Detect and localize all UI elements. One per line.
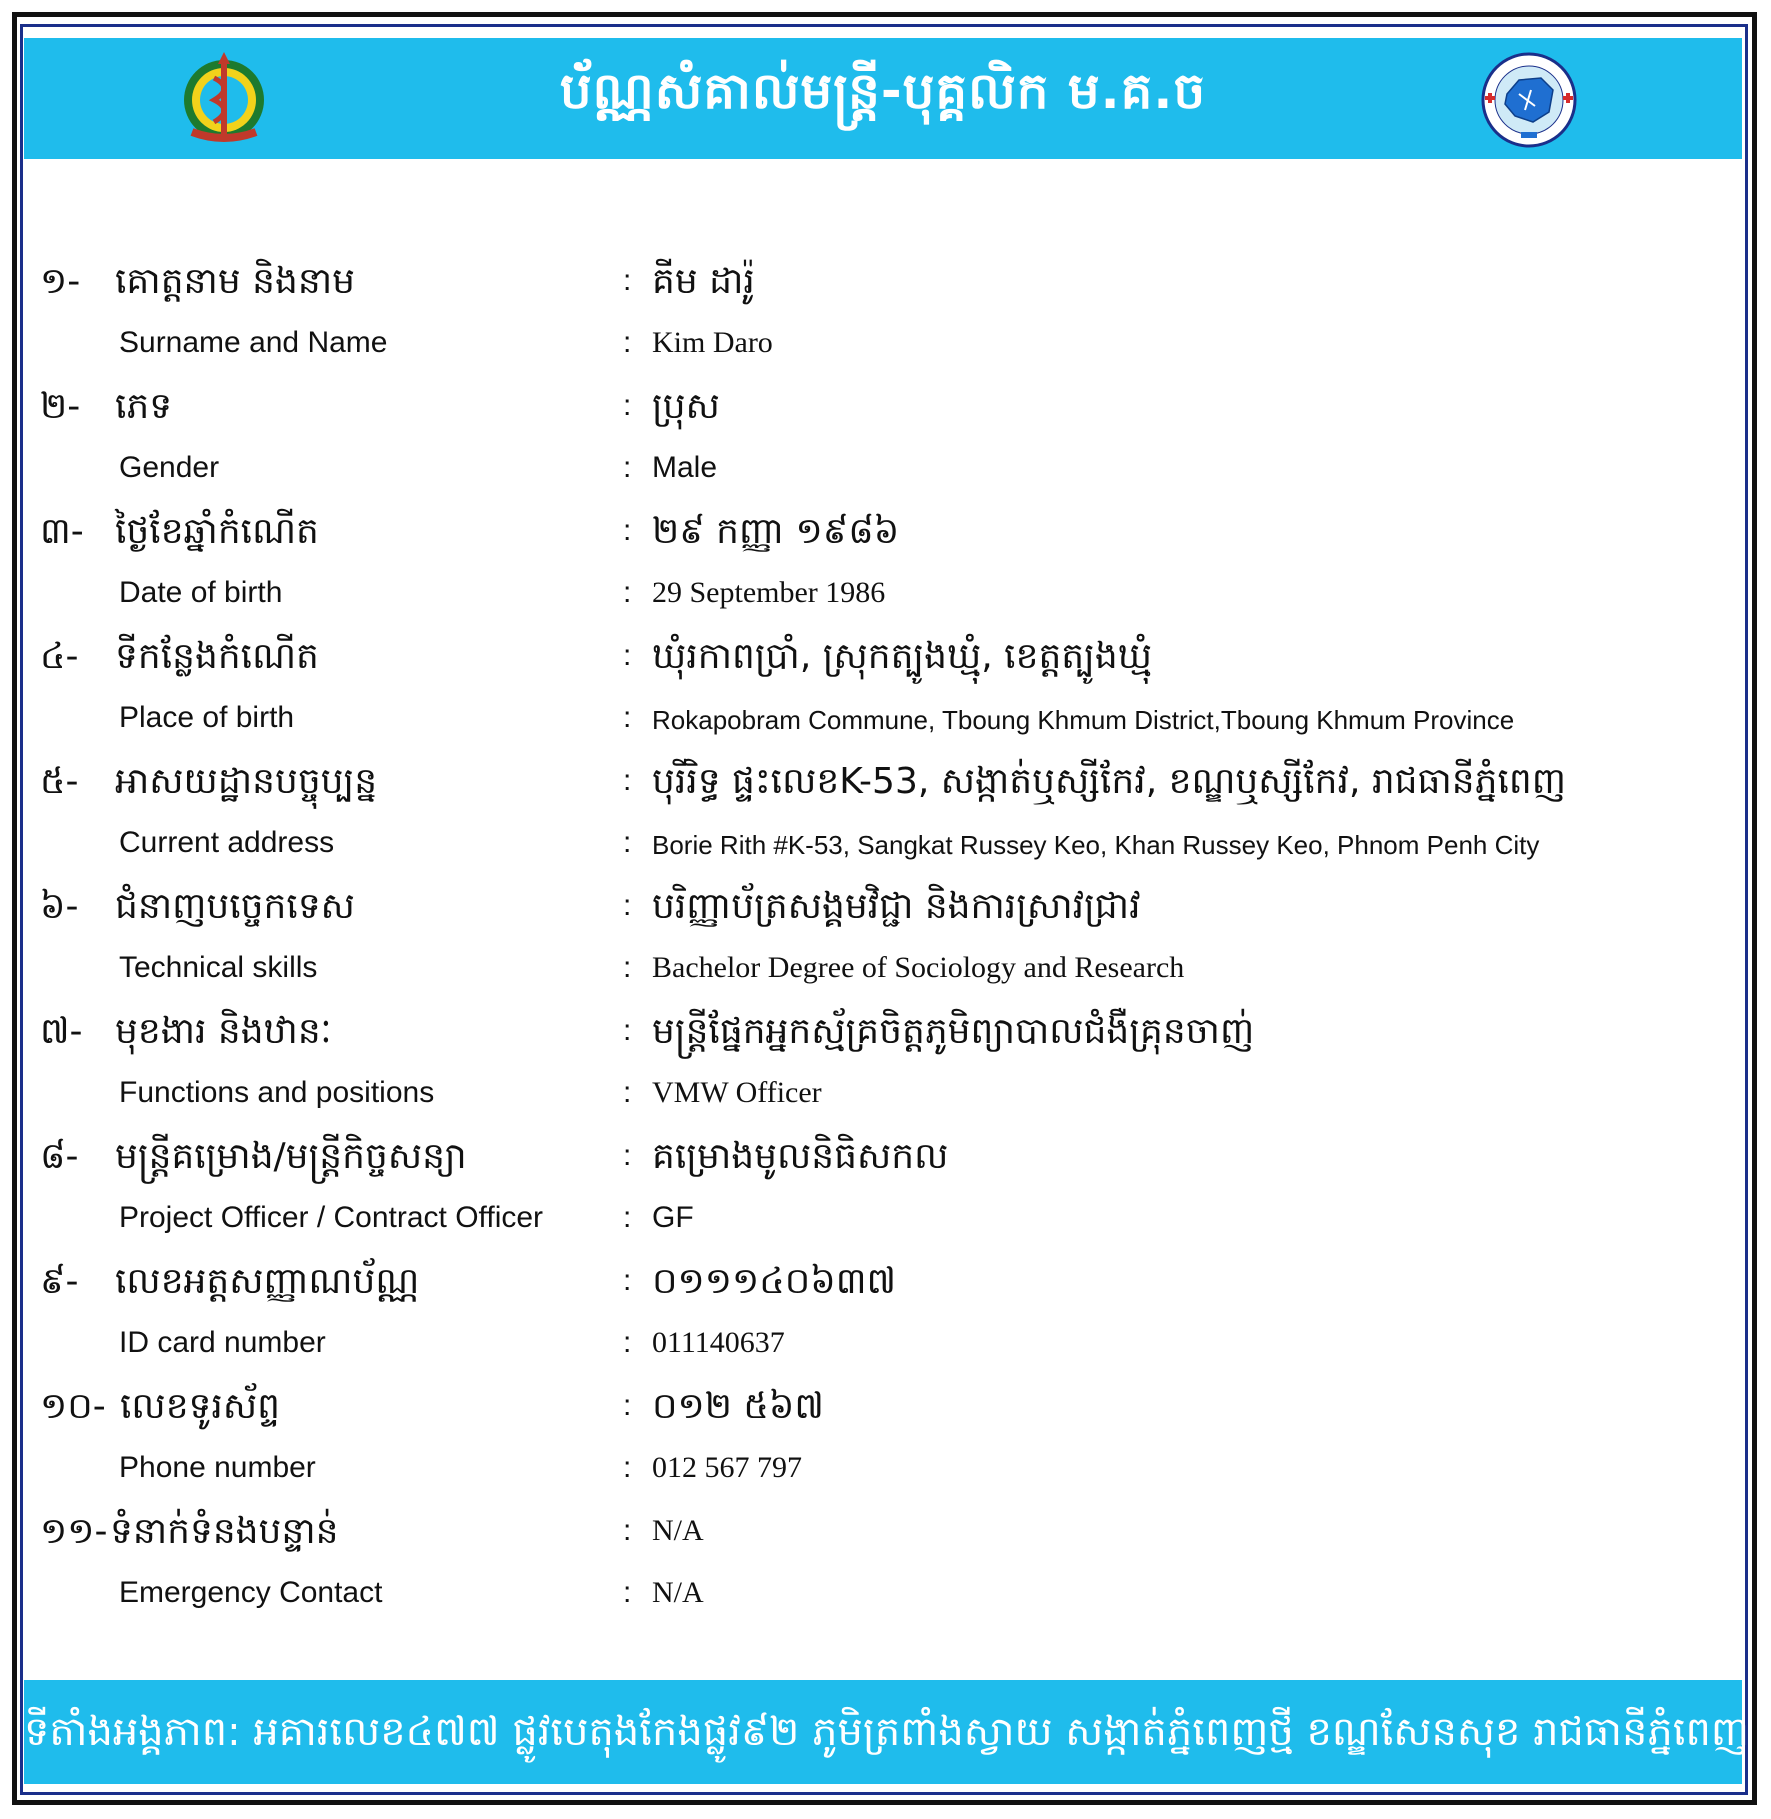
card-title: ប័ណ្ណសំគាល់មន្ត្រី-បុគ្គលិក ម.គ.ច <box>559 62 1207 120</box>
field-row-km <box>0 1383 1771 1443</box>
field-colon: : <box>623 826 632 859</box>
field-row-km <box>0 1008 1771 1068</box>
field-row-en <box>0 1570 1771 1630</box>
field-number: ៥- <box>40 761 79 802</box>
field-colon: : <box>623 639 632 672</box>
field-value-km: ០១១១៤០៦៣៧ <box>652 1261 896 1302</box>
field-colon: : <box>623 1014 632 1047</box>
field-value-km: បុរីរិទ្ធ ផ្ទះលេខK-53, សង្កាត់ឬស្សីកែវ, ខណ្ឌឬស្សីកែវ, រាជធានីភ្នំពេញ <box>652 761 1567 802</box>
field-row-en <box>0 945 1771 1005</box>
field-label-km: ទីកន្លែងកំណើត <box>115 636 319 677</box>
field-row-en <box>0 820 1771 880</box>
field-value-en: VMW Officer <box>652 1076 822 1109</box>
field-value-en: GF <box>652 1201 694 1234</box>
field-value-en: Male <box>652 451 718 484</box>
field-row-km <box>0 633 1771 693</box>
field-row-en <box>0 695 1771 755</box>
field-colon: : <box>623 1389 632 1422</box>
field-label-en: Phone number <box>119 1451 316 1484</box>
field-colon: : <box>623 701 632 734</box>
field-label-km: លេខទូរស័ព្ទ <box>120 1386 280 1427</box>
field-value-km: N/A <box>652 1514 704 1547</box>
field-value-en: Kim Daro <box>652 326 773 359</box>
field-number: ១១- <box>40 1511 108 1552</box>
field-label-en: Gender <box>119 451 220 484</box>
field-colon: : <box>623 1576 632 1609</box>
field-label-km: ភេទ <box>115 386 173 427</box>
field-value-km: ២៩ កញ្ញា ១៩៨៦ <box>652 511 900 552</box>
field-label-en: Place of birth <box>119 701 295 734</box>
field-label-en: ID card number <box>119 1326 326 1359</box>
field-colon: : <box>623 326 632 359</box>
field-label-en: Current address <box>119 826 335 859</box>
card-header <box>24 38 1742 159</box>
field-label-km: មុខងារ និងឋានៈ <box>115 1011 332 1052</box>
field-colon: : <box>623 1451 632 1484</box>
field-number: ៧- <box>40 1011 83 1052</box>
field-row-km <box>0 1508 1771 1568</box>
field-label-km: អាសយដ្ឋានបច្ចុប្បន្ន <box>115 761 378 802</box>
field-row-km <box>0 508 1771 568</box>
field-label-km: ជំនាញបច្ចេកទេស <box>115 886 355 927</box>
field-value-en: N/A <box>652 1576 704 1609</box>
field-row-km <box>0 383 1771 443</box>
field-label-km: ថ្ងៃខែឆ្នាំកំណើត <box>115 511 319 552</box>
field-colon: : <box>623 576 632 609</box>
field-number: ៤- <box>40 636 79 677</box>
field-label-km: គោត្តនាម និងនាម <box>115 261 355 302</box>
field-row-en <box>0 1195 1771 1255</box>
field-colon: : <box>623 514 632 547</box>
field-value-km: គីម ដារ៉ូ <box>652 261 755 302</box>
field-row-en <box>0 1445 1771 1505</box>
field-value-km: មន្ត្រីផ្នែកអ្នកស្ម័គ្រចិត្តភូមិព្យាបាលជំងឺគ្រុនចាញ់ <box>652 1011 1255 1052</box>
field-row-en <box>0 445 1771 505</box>
field-value-km: បរិញ្ញាប័ត្រសង្គមវិជ្ជា និងការស្រាវជ្រាវ <box>652 886 1141 927</box>
field-value-en: 012 567 797 <box>652 1451 802 1484</box>
field-number: ៨- <box>40 1136 79 1177</box>
field-row-en <box>0 570 1771 630</box>
field-colon: : <box>623 951 632 984</box>
card-footer <box>24 1680 1749 1784</box>
field-row-en <box>0 1320 1771 1380</box>
footer-address: ទីតាំងអង្គភាព: អគារលេខ៤៧៧ ផ្លូវបេតុងកែងផ្លូវ៩២ ភូមិត្រពាំងស្វាយ សង្កាត់ភ្នំពេញថ្មី ខណ្ឌសែនសុខ រាជធានីភ្នំពេញ <box>24 1709 1749 1755</box>
field-colon: : <box>623 1326 632 1359</box>
field-value-km: ឃុំរកាពប្រាំ, ស្រុកត្បូងឃ្មុំ, ខេត្តត្បូងឃ្មុំ <box>652 636 1152 677</box>
field-number: ១- <box>40 261 81 302</box>
field-value-en: 011140637 <box>652 1326 785 1359</box>
field-label-en: Surname and Name <box>119 326 388 359</box>
field-value-km: គម្រោងមូលនិធិសកល <box>652 1136 949 1177</box>
field-colon: : <box>623 1139 632 1172</box>
field-number: ២- <box>40 386 81 427</box>
field-label-en: Technical skills <box>119 951 318 984</box>
field-value-km: ០១២ ៥៦៧ <box>652 1386 824 1427</box>
cnm-map-logo-icon <box>1479 50 1579 150</box>
field-label-en: Emergency Contact <box>119 1576 383 1609</box>
field-row-en <box>0 1070 1771 1130</box>
field-colon: : <box>623 889 632 922</box>
field-colon: : <box>623 1514 632 1547</box>
field-colon: : <box>623 264 632 297</box>
field-label-km: ទំនាក់ទំនងបន្ទាន់ <box>110 1511 339 1552</box>
field-row-km <box>0 1133 1771 1193</box>
field-label-en: Date of birth <box>119 576 283 609</box>
field-row-km <box>0 258 1771 318</box>
field-label-km: មន្ត្រីគម្រោង/មន្ត្រីកិច្ចសន្យា <box>115 1136 467 1177</box>
field-label-en: Project Officer / Contract Officer <box>119 1201 544 1234</box>
field-colon: : <box>623 389 632 422</box>
field-row-km <box>0 758 1771 818</box>
field-number: ៣- <box>40 511 84 552</box>
field-colon: : <box>623 451 632 484</box>
field-label-en: Functions and positions <box>119 1076 435 1109</box>
field-colon: : <box>623 1076 632 1109</box>
field-label-km: លេខអត្តសញ្ញាណប័ណ្ណ <box>115 1261 420 1302</box>
field-number: ៩- <box>40 1261 79 1302</box>
field-number: ១០- <box>40 1386 106 1427</box>
field-value-en: 29 September 1986 <box>652 576 886 609</box>
field-number: ៦- <box>40 886 79 927</box>
field-row-en <box>0 320 1771 380</box>
field-value-en: Bachelor Degree of Sociology and Research <box>652 951 1185 984</box>
field-colon: : <box>623 1201 632 1234</box>
field-row-km <box>0 883 1771 943</box>
field-value-en: Rokapobram Commune, Tboung Khmum District,Tboung Khmum Province <box>652 705 1515 735</box>
field-value-en: Borie Rith #K-53, Sangkat Russey Keo, Khan Russey Keo, Phnom Penh City <box>652 830 1540 860</box>
field-colon: : <box>623 1264 632 1297</box>
field-row-km <box>0 1258 1771 1318</box>
field-colon: : <box>623 764 632 797</box>
field-value-km: ប្រុស <box>652 386 720 427</box>
